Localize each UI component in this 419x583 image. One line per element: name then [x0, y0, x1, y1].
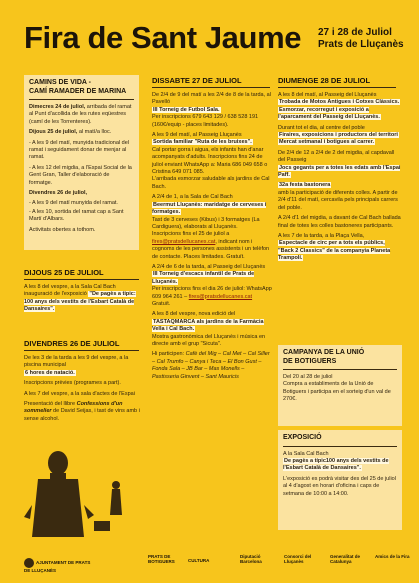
dijous-text: A les 8 del vespre, a la Sala Cal Bach inauguració de l'exposició "De pagès a tipic: 100 anys dels vestits de l'Esbart Català de Dansaires".: [24, 284, 136, 313]
camins-p3: - A les 9 del matí, munyida tradicional del ramat i seguidament donar de menjar al ramat.: [29, 139, 129, 161]
camins-box: [24, 75, 139, 250]
participants-list: Cafè del Mig – Cal Met – Cal Siller – Cal Trumfo – Canya i Teca – El Bon Gust – Fonda Sala – JB Bar – Mas Monells – Pastisseria Ginvent – Sant Mauricis: [152, 351, 270, 380]
campanya-title-2: DE BOTIGUERS: [283, 357, 337, 365]
ruta-highlight: Sortida familiar "Ruta de les bruixes".: [153, 139, 252, 146]
divider: [278, 87, 396, 88]
camins-title-1: CAMINS DE VIDA -: [29, 79, 91, 86]
circ-highlight: Espectacle de circ per a tots els públics, "Back 2 Classics" de la companyia Planeta Trampolí.: [278, 240, 391, 262]
camins-p4: - A les 12 del migdia, a l'Espai Social de la Gent Gran, Taller d'elaboració de formatge.: [29, 164, 132, 186]
divendres-title: DIVENDRES 26 DE JULIOL: [24, 339, 120, 348]
escacs-highlight: III Torneig d'escacs infantil de Prats de Lluçanès.: [152, 271, 255, 285]
dijous-title: DIJOUS 25 DE JULIOL: [24, 268, 104, 277]
logo-cultura: CULTURA: [188, 558, 210, 563]
camins-p6: - A les 9 del matí munyida del ramat.: [29, 200, 118, 207]
exposicio-highlight: De pagès a típic100 anys dels vestits de l'Esbart Català de Dansaires".: [283, 457, 389, 472]
camins-p2: Dijous 25 de juliol, al matí/a lloc.: [29, 129, 112, 136]
bastonera-highlight: 32a festa bastonera: [279, 182, 331, 189]
logo-diputacio: Diputació Barcelona: [240, 554, 262, 564]
esmorzar-highlight: Esmorzar, recorregut i exposició a l'aparcament del Passeig del Lluçanès.: [278, 106, 380, 121]
mercat-highlight: Mercat setmanal i botigues al carrer.: [279, 139, 375, 146]
event-place: Prats de Lluçanès: [318, 39, 404, 50]
diumenge-text: A les 8 del matí, al Passeig del Lluçanès Trobada de Motos Antigues i Cotxes Clàssics. Esmorzar, recorregut i exposició a l'aparcament del Passeig del Lluçanès. Durant tot el dia, al centre del poble Firaires, exposicions i productors del territori Mercat setmanal i botigues al carrer. De 2/4 de 12 a 2/4 de 2 del migdia, al capdavall del Passeig Jocs gegants per a totes les edats amb l'Espai Paff. 32a festa bastonera amb la participació de diferents colles. A partir de 2/4 d'11 del matí, cercavila pels principals carrers del poble. A 2/4 d'1 del migdia, a davant de Cal Bach ballada final de totes les colles bastoneres participants. A les 7 de la tarda, a la Plaça Vella, Espectacle de circ per a tots els públics, "Back 2 Classics" de la companyia Planeta Trampolí.: [278, 92, 401, 262]
logo-botiguers: PRATS DE BOTIGUERS: [148, 554, 175, 564]
dissabte-title: DISSABTE 27 DE JULIOL: [152, 76, 242, 85]
camins-title-2: CAMÍ RAMADER DE MARINA: [29, 87, 127, 95]
page-title: Fira de Sant Jaume: [24, 20, 302, 55]
logo-ajuntament: AJUNTAMENT DE PRATS DE LLUÇANÈS: [24, 558, 94, 573]
dissabte-text: De 2/4 de 9 del matí a les 2/4 de 8 de la tarda, al Pavelló III Torneig de Futbol Sala. Per inscripcions 679 643 129 / 638 528 191 (160€/equip - places limitades). A les 9 del matí, al Passeig Lluçanès Sortida familiar "Ruta de les bruixes". Cal portar gorra i aigua, els infants han d'anar acompanyats d'adults. Inscripcions fins 24 de juliol enviant WhatsApp a: Maria 686 049 658 o Cristina 649 071 085. L'arribada esmorzar saludable als jardins de Cal Bach. A 2/4 de 1, a la Sala de Cal Bach Beermut Lluçanès: maridatge de cerveses i formatges. Tast de 3 cerveses (Kibus) i 3 formatges (La Cardiguera), elaborats al Lluçanès. Inscripcions fins el 25 de juliol a fires@pratsdellucanes.cat, indicant nom i cognoms de les persones assistents i un telèfon de contacte. Places limitades. Gratuït. A 2/4 de 6 de la tarda, al Passeig del Lluçanès III Torneig d'escacs infantil de Prats de Lluçanès. Per inscripcions fins el dia 26 de juliol: WhatsApp 609 964 261 – fires@pratsdellucanes.cat Gratuït. A les 8 del vespre, nova edició del TASTAQMARCA als jardins de la Farmàcia Vella i Cal Bach. Mostra gastronòmica del Lluçanès i música en directe amb el grup "Sicuta". Hi participen: Cafè del Mig – Cal Met – Cal Siller – Cal Trumfo – Canya i Teca – El Bon Gust – Fonda Sala – JB Bar – Mas Monells – Pastisseria Ginvent – Sant Mauricis: [152, 92, 272, 380]
campanya-title-1: CAMPANYA DE LA UNIÓ: [283, 349, 365, 356]
beermut-highlight: Beermut Lluçanès: maridatge de cerveses i formatges.: [152, 201, 267, 216]
exposicio-title: EXPOSICIÓ: [283, 434, 322, 441]
exposicio-box: EXPOSICIÓ A la Sala Cal Bach De pagès a típic100 anys dels vestits de l'Esbart Català de Dansaires". L'exposició es podrà visitar des del 25 de juliol al 4 d'agost en horari d'oficina i caps de setmana de 10:00 a 14:00.: [278, 430, 402, 530]
divider: [283, 369, 397, 370]
diumenge-title: DIUMENGE 28 DE JULIOL: [278, 76, 371, 85]
gegant-illustration: [20, 445, 140, 540]
camins-p7: - A les 10, sortida del ramat cap a Sant Martí d'Albars.: [29, 208, 124, 223]
camins-p1: Dimecres 24 de juliol, arribada del ramat al Punt d'acollida de les rutes eqüestres (camí de les Torrenteres).: [29, 104, 132, 125]
jocs-highlight: Jocs gegants per a totes les edats amb l'Espai Paff.: [278, 164, 401, 179]
footer: [0, 540, 419, 583]
divider: [24, 279, 139, 280]
email-link[interactable]: fires@pratsdellucanes.cat: [152, 238, 216, 245]
campanya-box: CAMPANYA DE LA UNIÓ DE BOTIGUERS Del 20 al 28 de juliol Compra a establiments de la Unió de Botiguers i participa en el sorteig d'un val de 270€.: [278, 345, 402, 426]
divider: [24, 350, 139, 351]
futbol-highlight: III Torneig de Futbol Sala.: [153, 106, 220, 113]
dijous-highlight: "De pagès a tipic: 100 anys dels vestits de l'Esbart Català de Dansaires".: [24, 291, 136, 313]
divendres-text: De les 3 de la tarda a les 9 del vespre, a la piscina municipal 6 hores de natació. Inscripcions prèvies (programes a part). A les 7 del vespre, a la sala d'actes de l'Espai Presentació del llibre Confessions d'un sommelier de David Seijas, i tast de vins amb i sense alcohol.: [24, 355, 140, 422]
camins-p8: Activitats obertes a tothom.: [29, 226, 96, 233]
logo-amics: Amics de la Fira: [375, 554, 410, 559]
divider: [29, 99, 134, 100]
firaires-highlight: Firaires, exposicions i productors del territori: [279, 132, 398, 139]
date-place: [318, 27, 410, 51]
divider: [283, 446, 397, 447]
camins-p5: Divendres 26 de juliol,: [29, 190, 88, 197]
email-link[interactable]: fires@pratsdellucanes.cat: [188, 293, 253, 300]
event-dates: 27 i 28 de Juliol: [318, 27, 392, 38]
shield-icon: [24, 558, 34, 568]
motos-highlight: Trobada de Motos Antigues i Cotxes Clàssics.: [279, 99, 400, 106]
divendres-highlight: 6 hores de natació.: [25, 369, 75, 376]
divider: [152, 87, 270, 88]
header: [0, 0, 419, 64]
logo-generalitat: Generalitat de Catalunya: [330, 554, 361, 564]
logo-consorci: Consorci del Lluçanès: [284, 554, 312, 564]
tastaqmarca-highlight: TASTAQMARCA als jardins de la Farmàcia Vella i Cal Bach.: [152, 318, 264, 333]
